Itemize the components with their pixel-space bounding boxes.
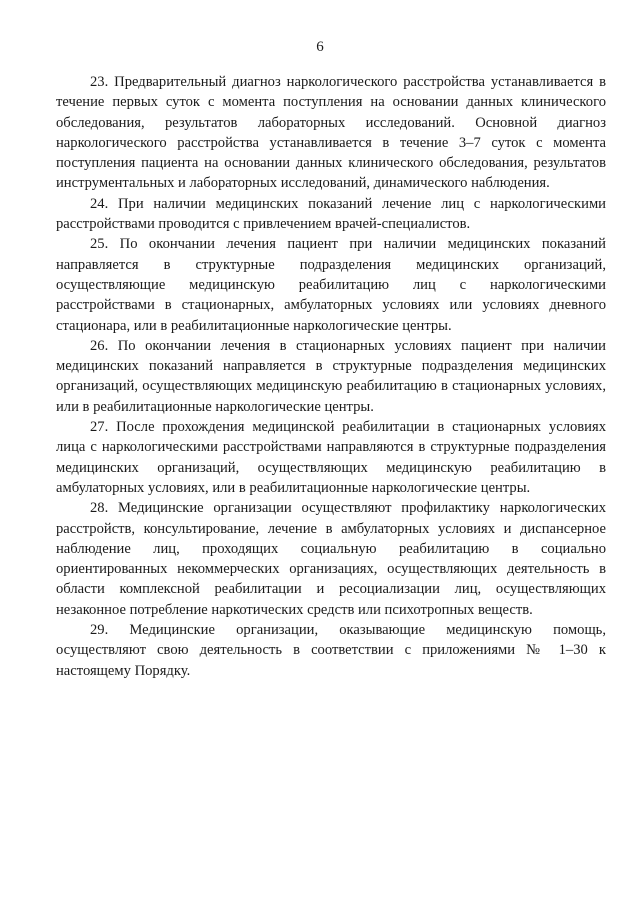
paragraph-26: 26. По окончании лечения в стационарных условиях пациент при наличии медицинских показаний направляется в структурные подразделения медицинских организаций, осуществляющих медицинскую реабилитацию в стационарных условиях, или в реабилитационные наркологические центры. xyxy=(56,337,606,415)
paragraph-25: 25. По окончании лечения пациент при наличии медицинских показаний направляется в структурные подразделения медицинских организаций, осуществляющие медицинскую реабилитацию лиц с наркологическими расстройствами в стационарных, амбулаторных условиях или условиях дневного стационара, или в реабилитационные наркологические центры. xyxy=(56,236,606,334)
paragraph-27: 27. После прохождения медицинской реабилитации в стационарных условиях лица с наркологическими расстройствами направляются в структурные подразделения медицинских организаций, осуществляющих медицинскую реабилитацию в амбулаторных условиях, или в реабилитационные наркологические центры. xyxy=(56,419,606,496)
document-body xyxy=(56,72,606,681)
paragraph-23: 23. Предварительный диагноз наркологического расстройства устанавливается в течение первых суток с момента поступления на основании данных клинического обследования, результатов лабораторных исследований. Основной диагноз наркологического расстройства устанавливается в течение 3–7 суток с момента поступления пациента на основании данных клинического обследования, результатов инструментальных и лабораторных исследований, динамического наблюдения. xyxy=(56,74,606,192)
paragraph-24: 24. При наличии медицинских показаний лечение лиц с наркологическими расстройствами проводится с привлечением врачей-специалистов. xyxy=(56,195,606,233)
paragraph-28: 28. Медицинские организации осуществляют профилактику наркологических расстройств, консультирование, лечение в амбулаторных условиях и диспансерное наблюдение лиц, проходящих социальную реабилитацию в социально ориентированных некоммерческих организациях, осуществляющих деятельность в области комплексной реабилитации и ресоциализации лиц, осуществляющих незаконное потребление наркотических средств или психотропных веществ. xyxy=(56,500,606,618)
paragraph-29: 29. Медицинские организации, оказывающие медицинскую помощь, осуществляют свою деятельность в соответствии с приложениями № 1–30 к настоящему Порядку. xyxy=(56,622,606,679)
page-number: 6 xyxy=(316,39,324,55)
